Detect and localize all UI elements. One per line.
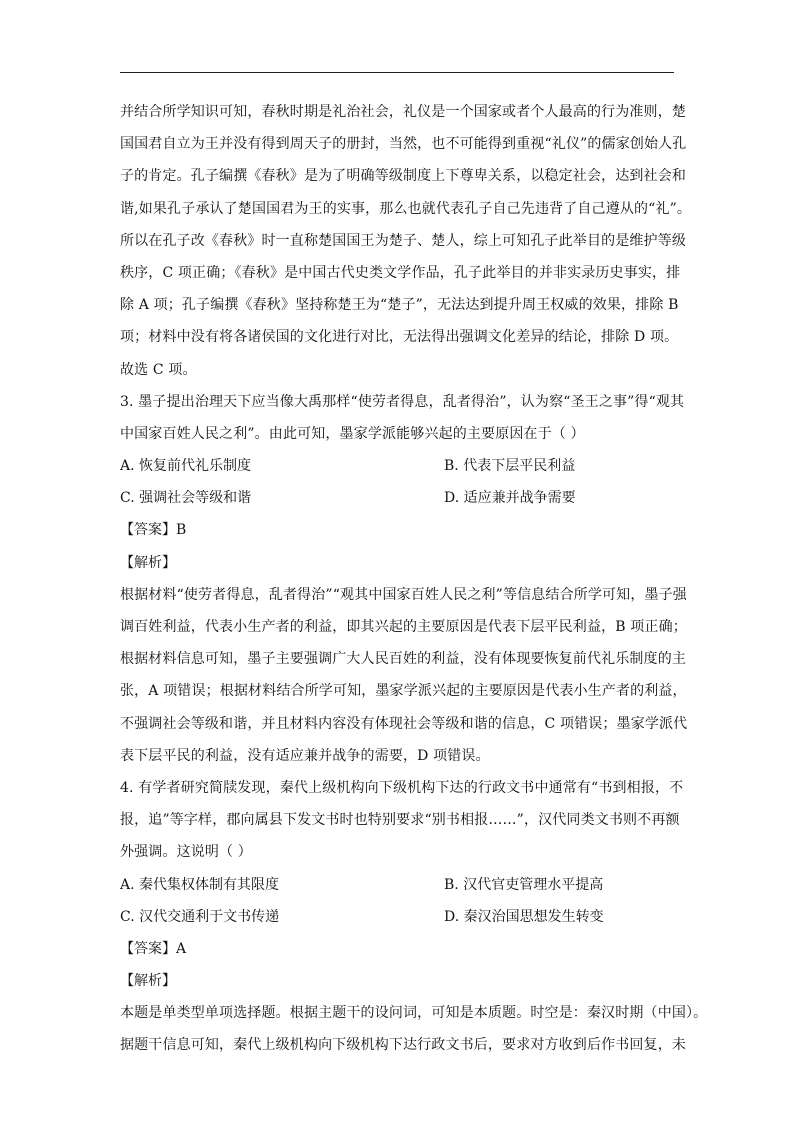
question-stem-line: 外强调。这说明（ ） [120, 844, 252, 861]
previous-analysis-block [120, 96, 692, 386]
analysis-line: 调百姓利益，代表小生产者的利益，即其兴起的主要原因是代表下层平民利益，B 项正确； [120, 619, 687, 635]
options-row [120, 450, 676, 482]
analysis-line: 本题是单类型单项选择题。根据主题干的设问词，可知是本质题。时空是：秦汉时期（中国）。 [120, 1005, 708, 1022]
answer-label: 【答案】A [120, 940, 187, 957]
document-body [120, 96, 708, 1062]
option-c: C. 强调社会等级和谐 [120, 490, 252, 507]
text-line: 国国君自立为王并没有得到周天子的册封，当然，也不可能得到重视“礼仪”的儒家创始人孔 [120, 136, 687, 153]
question-stem-line: 中国家百姓人民之利”。由此可知，墨家学派能够兴起的主要原因在于（ ） [120, 425, 585, 442]
text-line: 子的肯定。孔子编撰《春秋》是为了明确等级制度上下尊卑关系，以稳定社会，达到社会和 [120, 168, 686, 185]
text-line: 除 A 项；孔子编撰《春秋》坚持称楚王为“楚子”，无法达到提升周王权威的效果，排除 B [120, 297, 679, 314]
option-d: D. 秦汉治国思想发生转变 [444, 908, 604, 925]
text-line: 所以在孔子改《春秋》时一直称楚国国王为楚子、楚人，综上可知孔子此举目的是维护等级 [120, 232, 686, 249]
options-row [120, 901, 676, 933]
question-stem-line: 3. 墨子提出治理天下应当像大禹那样“使劳者得息，乱者得治”，认为察“圣王之事”得“观其 [120, 393, 685, 410]
analysis-label: 【解析】 [120, 973, 176, 990]
text-line: 秩序，C 项正确；《春秋》是中国古代史类文学作品，孔子此举目的并非实录历史事实，排 [120, 264, 681, 281]
options-row [120, 482, 676, 514]
text-line: 谐,如果孔子承认了楚国国君为王的实事，那么也就代表孔子自己先违背了自己遵从的“礼”。 [120, 200, 692, 217]
option-c: C. 汉代交通利于文书传递 [120, 908, 280, 925]
analysis-line: 表下层平民的利益，没有适应兼并战争的需要，D 项错误。 [120, 747, 490, 764]
text-line: 项；材料中没有将各诸侯国的文化进行对比，无法得出强调文化差异的结论，排除 D 项。 [120, 329, 679, 346]
option-a: A. 秦代集权体制有其限度 [120, 876, 280, 893]
question-4 [120, 772, 708, 1062]
option-b: B. 汉代官吏管理水平提高 [444, 876, 604, 893]
text-line: 故选 C 项。 [120, 361, 197, 378]
question-stem-line: 4. 有学者研究简牍发现，秦代上级机构向下级机构下达的行政文书中通常有“书到相报，不 [120, 779, 684, 796]
header-rule [120, 72, 674, 73]
option-b: B. 代表下层平民利益 [444, 458, 576, 475]
analysis-line: 根据材料信息可知，墨子主要强调广大人民百姓的利益，没有体现要恢复前代礼乐制度的主 [120, 651, 686, 668]
answer-label: 【答案】B [120, 522, 187, 539]
options-row [120, 869, 676, 901]
option-a: A. 恢复前代礼乐制度 [120, 458, 252, 475]
analysis-line: 据题干信息可知，秦代上级机构向下级机构下达行政文书后，要求对方收到后作书回复，未 [120, 1037, 686, 1054]
analysis-line: 根据材料“使劳者得息，乱者得治”“观其中国家百姓人民之利”等信息结合所学可知，墨子强 [120, 586, 687, 603]
question-stem-line: 报，追”等字样，郡向属县下发文书时也特别要求“别书相报……”，汉代同类文书则不再额 [120, 812, 680, 829]
analysis-line: 不强调社会等级和谐，并且材料内容没有体现社会等级和谐的信息，C 项错误；墨家学派代 [120, 715, 688, 732]
analysis-line: 张，A 项错误；根据材料结合所学可知，墨家学派兴起的主要原因是代表小生产者的利益， [120, 683, 687, 700]
analysis-label: 【解析】 [120, 554, 176, 571]
text-line: 并结合所学知识可知，春秋时期是礼治社会，礼仪是一个国家或者个人最高的行为准则，楚 [120, 104, 686, 120]
question-3 [120, 386, 688, 772]
option-d: D. 适应兼并战争需要 [444, 490, 576, 507]
